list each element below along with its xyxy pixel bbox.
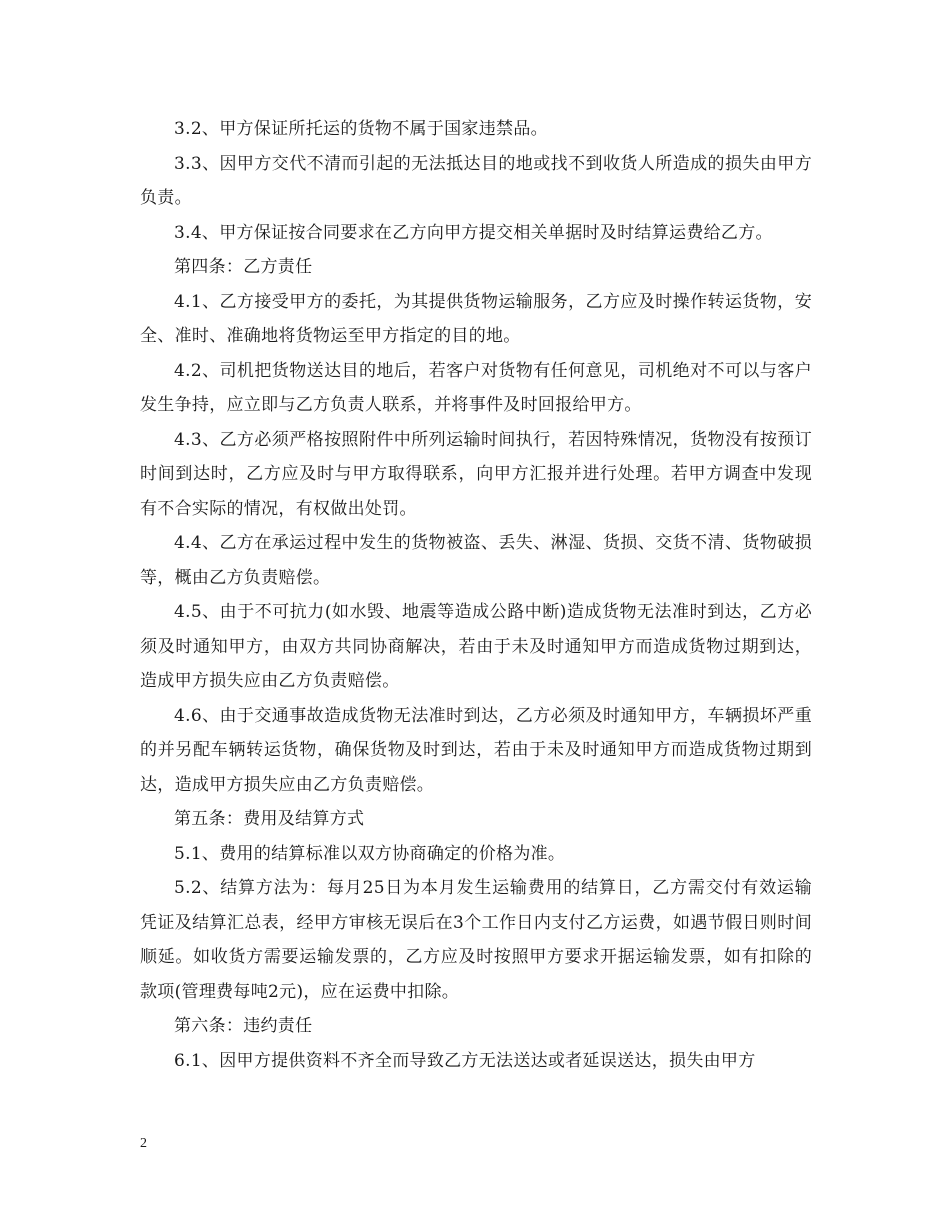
paragraph-4-3: 4.3、乙方必须严格按照附件中所列运输时间执行，若因特殊情况，货物没有按预订时间到达时，乙方应及时与甲方取得联系，向甲方汇报并进行处理。若甲方调查中发现有不合实际的情况，有权做出处罚。 bbox=[140, 429, 812, 519]
paragraph-3-3: 3.3、因甲方交代不清而引起的无法抵达目的地或找不到收货人所造成的损失由甲方负责。 bbox=[140, 153, 812, 208]
paragraph-4-4: 4.4、乙方在承运过程中发生的货物被盗、丢失、淋湿、货损、交货不清、货物破损等，概由乙方负责赔偿。 bbox=[140, 533, 812, 588]
heading-article-6: 第六条：违约责任 bbox=[174, 1016, 313, 1036]
paragraph-3-4: 3.4、甲方保证按合同要求在乙方向甲方提交相关单据时及时结算运费给乙方。 bbox=[174, 222, 773, 243]
paragraph-4-1: 4.1、乙方接受甲方的委托，为其提供货物运输服务，乙方应及时操作转运货物，安全、准时、准确地将货物运至甲方指定的目的地。 bbox=[140, 291, 812, 346]
paragraph-5-1: 5.1、费用的结算标准以双方协商确定的价格为准。 bbox=[174, 843, 566, 864]
heading-article-5: 第五条：费用及结算方式 bbox=[174, 809, 365, 829]
paragraph-4-6: 4.6、由于交通事故造成货物无法准时到达，乙方必须及时通知甲方，车辆损坏严重的并另配车辆转运货物，确保货物及时到达，若由于未及时通知甲方而造成货物过期到达，造成甲方损失应由乙方负责赔偿。 bbox=[140, 705, 812, 795]
paragraph-4-5: 4.5、由于不可抗力(如水毁、地震等造成公路中断)造成货物无法准时到达，乙方必须及时通知甲方，由双方共同协商解决，若由于未及时通知甲方而造成货物过期到达，造成甲方损失应由乙方负责赔偿。 bbox=[140, 602, 812, 691]
paragraph-5-2: 5.2、结算方法为：每月25日为本月发生运输费用的结算日，乙方需交付有效运输凭证及结算汇总表，经甲方审核无误后在3个工作日内支付乙方运费，如遇节假日则时间顺延。如收货方需要运输发票的，乙方应及时按照甲方要求开据运输发票，如有扣除的款项(管理费每吨2元)，应在运费中扣除。 bbox=[140, 878, 812, 1002]
document-body bbox=[140, 112, 812, 1078]
paragraph-4-2: 4.2、司机把货物送达目的地后，若客户对货物有任何意见，司机绝对不可以与客户发生争持，应立即与乙方负责人联系，并将事件及时回报给甲方。 bbox=[140, 360, 812, 415]
heading-article-4: 第四条：乙方责任 bbox=[174, 257, 313, 277]
paragraph-6-1: 6.1、因甲方提供资料不齐全而导致乙方无法送达或者延误送达，损失由甲方 bbox=[174, 1050, 756, 1071]
paragraph-3-2: 3.2、甲方保证所托运的货物不属于国家违禁品。 bbox=[174, 119, 548, 139]
page-number: 2 bbox=[140, 1136, 147, 1151]
